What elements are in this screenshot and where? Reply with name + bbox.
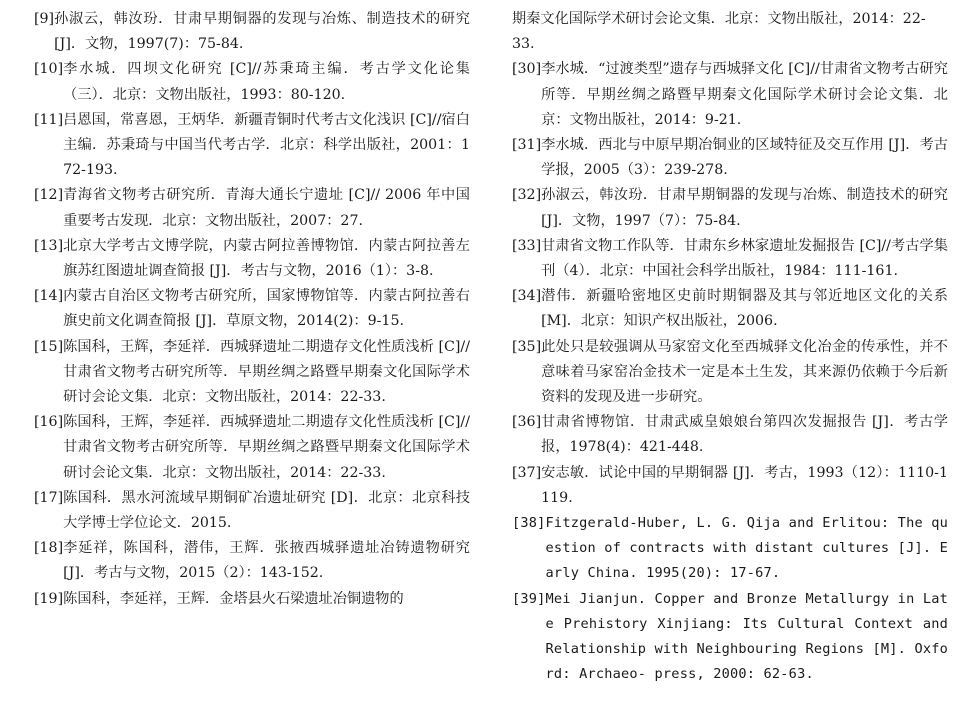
reference-text: 孙淑云，韩汝玢．甘肃早期铜器的发现与冶炼、制造技术的研究 [J]．文物，1997(7)：75-84. xyxy=(54,11,470,53)
reference-text: 甘肃省博物馆．甘肃武威皇娘娘台第四次发掘报告 [J]．考古学报，1978(4)：421-448. xyxy=(541,414,948,456)
reference-item xyxy=(34,335,470,411)
reference-text: 陈国科，李延祥，王辉．金塔县火石梁遗址冶铜遗物的 xyxy=(63,590,404,607)
reference-number: [13] xyxy=(34,237,64,254)
reference-number: [14] xyxy=(34,288,64,305)
reference-number: [34] xyxy=(512,288,542,305)
reference-number: [31] xyxy=(512,137,542,154)
reference-number: [33] xyxy=(512,237,542,254)
reference-text: Fitzgerald-Huber, L. G. Qija and Erlitou: The question of contracts with distant cultures [J]. Early China. 1995(20): 17-67. xyxy=(545,515,948,582)
reference-item xyxy=(34,587,470,612)
reference-text: 李水城．西北与中原早期冶铜业的区域特征及交互作用 [J]．考古学报，2005（3）：239-278. xyxy=(541,137,948,179)
reference-item xyxy=(512,461,948,511)
reference-item xyxy=(512,133,948,183)
reference-item xyxy=(512,234,948,284)
reference-item xyxy=(34,234,470,284)
left-column xyxy=(34,7,470,722)
reference-number: [10] xyxy=(34,61,64,78)
reference-item xyxy=(34,410,470,486)
reference-text: 甘肃省文物工作队等．甘肃东乡林家遗址发掘报告 [C]//考古学集刊（4）．北京：中国社会科学出版社，1984：111-161. xyxy=(541,237,948,280)
reference-item xyxy=(34,108,470,184)
reference-number: [17] xyxy=(34,489,64,506)
reference-number: [38] xyxy=(512,515,546,532)
reference-item xyxy=(34,486,470,536)
reference-number: [32] xyxy=(512,187,542,204)
reference-item xyxy=(512,57,948,133)
reference-text: 此处只是较强调从马家窑文化至西城驿文化冶金的传承性，并不意味着马家窑冶金技术一定是本土生发，其来源仍依赖于今后新资料的发现及进一步研究。 xyxy=(541,338,948,406)
reference-text: 李水城．“过渡类型”遗存与西城驿文化 [C]//甘肃省文物考古研究所等．早期丝绸之路暨早期秦文化国际学术研讨会论文集．北京：文物出版社，2014：9-21. xyxy=(541,61,948,128)
reference-number: [12] xyxy=(34,187,64,204)
reference-text: 吕恩国，常喜恩，王炳华．新疆青铜时代考古文化浅识 [C]//宿白主编．苏秉琦与中国当代考古学．北京：科学出版社，2001：172-193. xyxy=(63,111,470,179)
reference-text: 陈国科．黑水河流域早期铜矿冶遗址研究 [D]．北京：北京科技大学博士学位论文．2015. xyxy=(63,489,470,532)
reference-item xyxy=(512,284,948,334)
reference-text: 李水城．四坝文化研究 [C]//苏秉琦主编．考古学文化论集（三）．北京：文物出版社，1993：80-120. xyxy=(63,61,470,103)
reference-text: Mei Jianjun. Copper and Bronze Metallurgy in Late Prehistory Xinjiang: Its Cultural Context and Relationship with Neighbouring Regions [M]. Oxford: Archaeo- press, 2000: 62-63. xyxy=(545,590,948,683)
reference-item xyxy=(34,7,470,57)
reference-number: [11] xyxy=(34,111,64,128)
reference-item xyxy=(34,536,470,586)
reference-text: 内蒙古自治区文物考古研究所，国家博物馆等．内蒙古阿拉善右旗史前文化调查简报 [J]．草原文物，2014(2)：9-15. xyxy=(63,288,470,330)
reference-number: [35] xyxy=(512,338,542,355)
reference-text: 李延祥，陈国科，潜伟，王辉．张掖西城驿遗址冶铸遗物研究 [J]．考古与文物，2015（2）：143-152. xyxy=(63,540,470,582)
reference-number: [18] xyxy=(34,540,64,557)
reference-item xyxy=(512,335,948,411)
reference-item xyxy=(512,587,948,688)
reference-item xyxy=(34,284,470,334)
reference-number: [37] xyxy=(512,464,542,481)
reference-text: 青海省文物考古研究所．青海大通长宁遗址 [C]// 2006 年中国重要考古发现．北京：文物出版社，2007：27. xyxy=(63,187,470,229)
reference-text: 安志敏．试论中国的早期铜器 [J]．考古，1993（12）：1110-1119. xyxy=(541,464,948,506)
reference-item xyxy=(34,183,470,233)
reference-number: [39] xyxy=(512,590,546,607)
right-column xyxy=(512,7,948,722)
reference-number: [36] xyxy=(512,414,542,431)
reference-text: 陈国科，王辉，李延祥．西城驿遗址二期遗存文化性质浅析 [C]//甘肃省文物考古研究所等．早期丝绸之路暨早期秦文化国际学术研讨会论文集．北京：文物出版社，2014：22-33. xyxy=(63,414,470,481)
reference-number: [15] xyxy=(34,338,64,355)
reference-item xyxy=(512,183,948,233)
reference-number: [9] xyxy=(34,11,55,27)
reference-number: [16] xyxy=(34,414,64,431)
reference-item xyxy=(512,511,948,587)
reference-text: 潜伟．新疆哈密地区史前时期铜器及其与邻近地区文化的关系 [M]．北京：知识产权出版社，2006. xyxy=(541,288,948,330)
reference-number: [30] xyxy=(512,61,542,78)
reference-continuation: 期秦文化国际学术研讨会论文集．北京：文物出版社，2014：22-33. xyxy=(512,11,926,53)
reference-item xyxy=(34,57,470,107)
reference-item xyxy=(512,410,948,460)
reference-text: 陈国科，王辉，李延祥．西城驿遗址二期遗存文化性质浅析 [C]//甘肃省文物考古研究所等．早期丝绸之路暨早期秦文化国际学术研讨会论文集．北京：文物出版社，2014：22-33. xyxy=(63,338,470,406)
reference-text: 北京大学考古文博学院，内蒙古阿拉善博物馆．内蒙古阿拉善左旗苏红图遗址调查简报 [J]．考古与文物，2016（1）：3-8. xyxy=(63,237,470,280)
reference-number: [19] xyxy=(34,590,64,607)
reference-text: 孙淑云，韩汝玢．甘肃早期铜器的发现与冶炼、制造技术的研究 [J]．文物，1997（7）：75-84. xyxy=(541,187,948,229)
